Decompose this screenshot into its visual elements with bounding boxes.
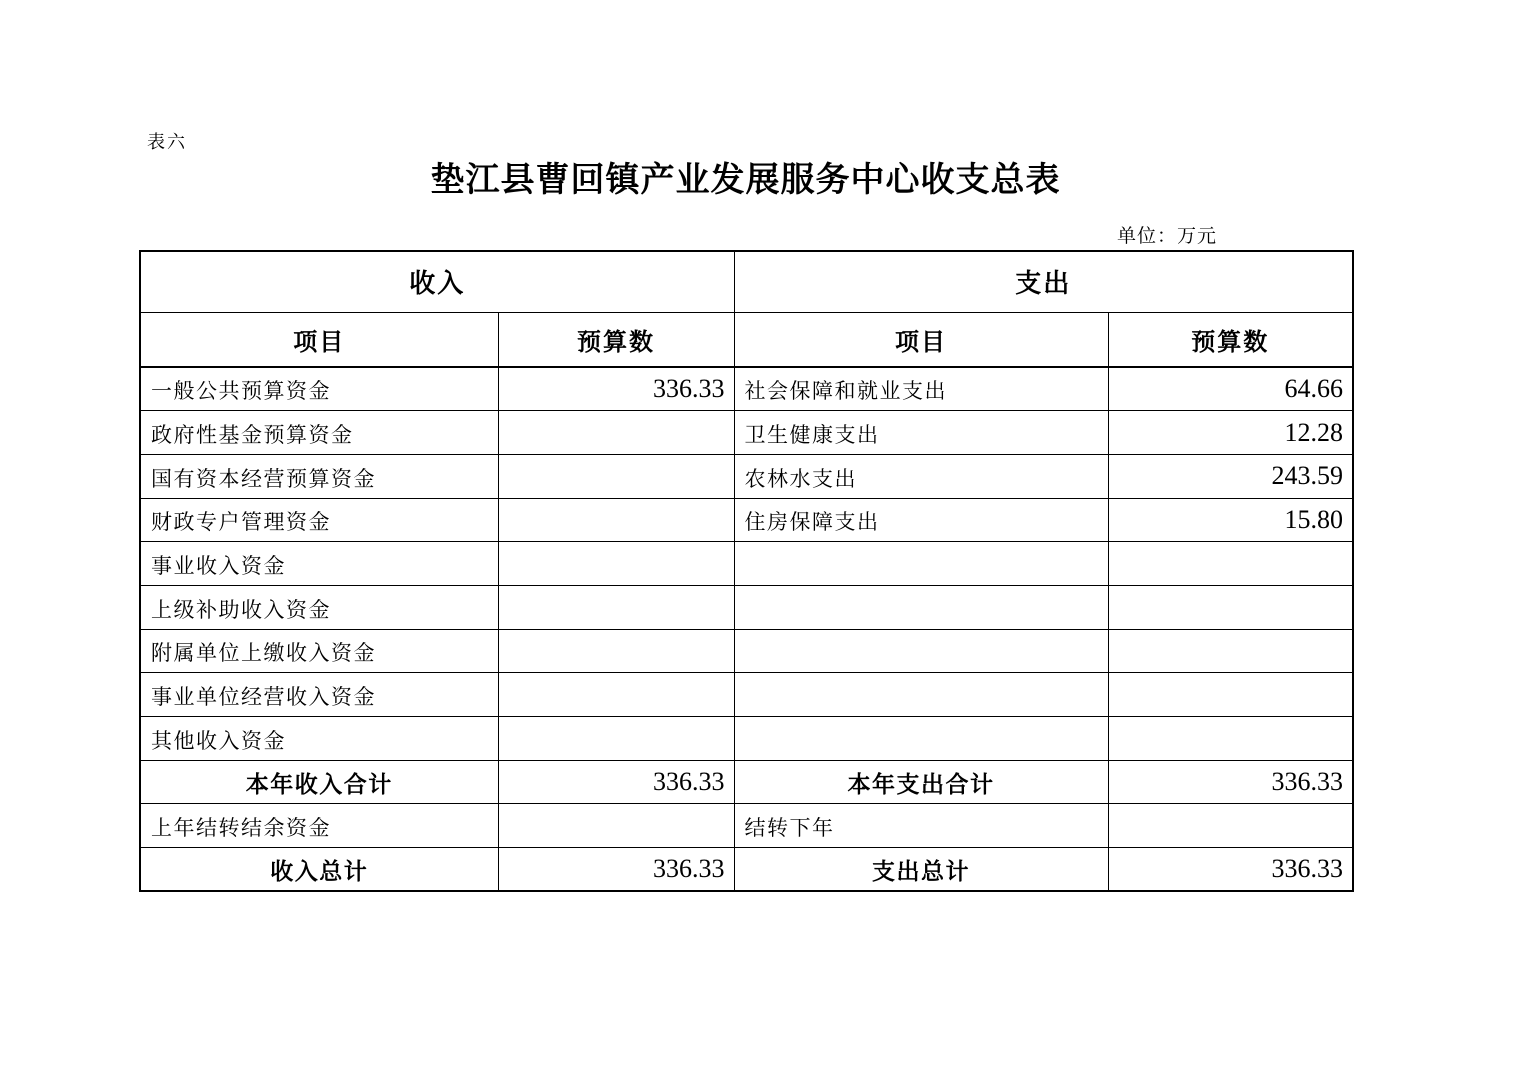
expense-value-cell [1108, 673, 1353, 717]
income-value-cell: 336.33 [498, 367, 734, 411]
expense-item-cell [734, 585, 1108, 629]
income-item-cell: 国有资本经营预算资金 [140, 454, 498, 498]
expense-value-cell: 15.80 [1108, 498, 1353, 542]
income-value-cell: 336.33 [498, 760, 734, 804]
income-budget-column-header: 预算数 [498, 312, 734, 367]
income-item-cell: 收入总计 [140, 848, 498, 892]
table-row [140, 367, 1353, 411]
expense-item-cell: 结转下年 [734, 804, 1108, 848]
expense-budget-column-header: 预算数 [1108, 312, 1353, 367]
income-value-cell [498, 673, 734, 717]
expense-item-cell: 支出总计 [734, 848, 1108, 892]
expense-item-cell [734, 673, 1108, 717]
income-item-cell: 一般公共预算资金 [140, 367, 498, 411]
expense-value-cell: 336.33 [1108, 760, 1353, 804]
income-value-cell [498, 498, 734, 542]
expense-item-cell [734, 629, 1108, 673]
table-row [140, 542, 1353, 586]
expense-value-cell: 12.28 [1108, 411, 1353, 455]
table-row [140, 717, 1353, 761]
table-row [140, 498, 1353, 542]
income-value-cell [498, 804, 734, 848]
expense-value-cell [1108, 585, 1353, 629]
income-item-cell: 本年收入合计 [140, 760, 498, 804]
section-header-row [140, 251, 1353, 312]
expense-item-cell: 住房保障支出 [734, 498, 1108, 542]
expense-value-cell [1108, 804, 1353, 848]
budget-summary-table [139, 250, 1354, 892]
income-item-column-header: 项目 [140, 312, 498, 367]
income-item-cell: 事业收入资金 [140, 542, 498, 586]
expense-value-cell [1108, 717, 1353, 761]
expense-value-cell [1108, 629, 1353, 673]
income-item-cell: 上级补助收入资金 [140, 585, 498, 629]
income-item-cell: 上年结转结余资金 [140, 804, 498, 848]
expense-value-cell: 243.59 [1108, 454, 1353, 498]
income-value-cell [498, 454, 734, 498]
table-row [140, 411, 1353, 455]
table-row [140, 760, 1353, 804]
income-item-cell: 附属单位上缴收入资金 [140, 629, 498, 673]
income-value-cell: 336.33 [498, 848, 734, 892]
expense-value-cell: 64.66 [1108, 367, 1353, 411]
income-section-header: 收入 [140, 251, 734, 312]
table-number-label: 表六 [147, 132, 187, 152]
table-row [140, 673, 1353, 717]
expense-item-cell: 本年支出合计 [734, 760, 1108, 804]
income-value-cell [498, 717, 734, 761]
table-row [140, 454, 1353, 498]
column-header-row [140, 312, 1353, 367]
table-row [140, 848, 1353, 892]
table-row [140, 585, 1353, 629]
income-item-cell: 财政专户管理资金 [140, 498, 498, 542]
expense-section-header: 支出 [734, 251, 1353, 312]
expense-item-cell [734, 717, 1108, 761]
expense-item-cell: 社会保障和就业支出 [734, 367, 1108, 411]
table-row [140, 629, 1353, 673]
income-value-cell [498, 629, 734, 673]
income-item-cell: 事业单位经营收入资金 [140, 673, 498, 717]
unit-note: 单位：万元 [1117, 226, 1218, 247]
expense-item-cell: 卫生健康支出 [734, 411, 1108, 455]
income-value-cell [498, 585, 734, 629]
expense-value-cell [1108, 542, 1353, 586]
expense-item-column-header: 项目 [734, 312, 1108, 367]
table-row [140, 804, 1353, 848]
income-value-cell [498, 542, 734, 586]
expense-item-cell [734, 542, 1108, 586]
income-value-cell [498, 411, 734, 455]
income-item-cell: 其他收入资金 [140, 717, 498, 761]
expense-item-cell: 农林水支出 [734, 454, 1108, 498]
page-title: 垫江县曹回镇产业发展服务中心收支总表 [430, 162, 1061, 199]
expense-value-cell: 336.33 [1108, 848, 1353, 892]
income-item-cell: 政府性基金预算资金 [140, 411, 498, 455]
